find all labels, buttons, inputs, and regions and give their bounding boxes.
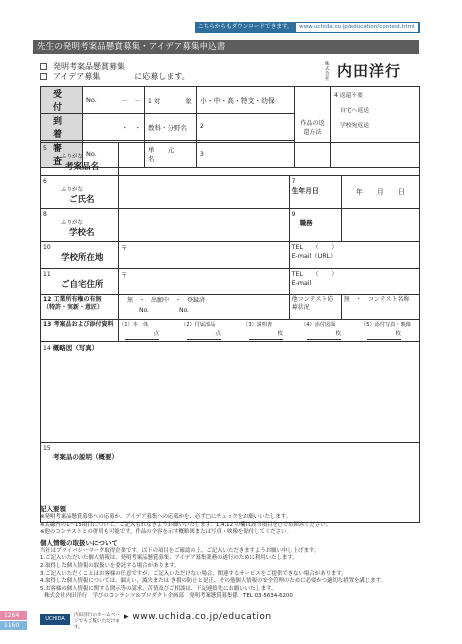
uchida-logo: 内田洋行 bbox=[337, 62, 402, 80]
row9-label: 9 職務 bbox=[289, 209, 341, 242]
row7-label: 7 生年月日 bbox=[289, 176, 341, 209]
birthdate-field[interactable]: 年 月 日 bbox=[341, 176, 419, 209]
arrow-right-icon: ▸ bbox=[124, 612, 130, 622]
name-field[interactable] bbox=[119, 176, 290, 209]
henkyaku-label: 作品の返還方法 bbox=[295, 87, 331, 168]
home-address-field[interactable]: 〒 bbox=[119, 269, 290, 295]
row8-label: 8 ふりがな 学校名 bbox=[41, 209, 119, 242]
row10-label: 10 学校所在地 bbox=[41, 242, 119, 269]
kyoka-label: 教科・分野名 bbox=[145, 114, 197, 141]
home-contact-field[interactable]: TEL （ ） E-mail bbox=[289, 269, 419, 295]
row6-label: 6 ふりがな ご氏名 bbox=[41, 176, 119, 209]
shinsa-no-field[interactable]: No. bbox=[83, 141, 145, 168]
checkbox-idea[interactable] bbox=[40, 73, 47, 80]
download-label: こちらからもダウンロードできます。 bbox=[198, 24, 293, 30]
row5-label: 5 ふりがな 考案品名 bbox=[41, 143, 119, 176]
kyoka-field[interactable]: 2 bbox=[197, 114, 295, 141]
instructions-notes: 記入要領 ※発明考案品懸賞募集への応募か、アイデア募集への応募かを、必ず□にチェックをお願いいたします。 ※太線内の1～15項目について、ご記入もれなきようお願いいたします。1,4,12 の欄は該当項目を○でお囲みください。 ※他のコンテストとの併用も可能です。作品の全容を示す概略図または写真・映像を貼付してください。 個人情報の取扱いについて 当社はプライバシーマーク取得企業です。以下の項目をご確認の上、ご記入いただきますようお願い申し上げます。 1.ご記入いただいた個人情報は、発明考案品懸賞募集、アイデア募集業務の遂行のために利用いたします。 2.取得した個人情報の取扱いを委託する場合があります。 3.ご記入いただくことはお客様の任意ですが、ご記入いただけない場合、関連するサービスをご提供できない場合があります。 4.取得した個人情報については、漏えい、滅失または き損の防止と是正、その他個人情報の安全管理のために必要かつ適切な措置を講じます。 5.お客様の個人情報に関する開示等の請求、苦情及びご相談は、下記連絡先にお願いいたします。 株式会社内田洋行 学びのコンテンツ＆プロダクト企画部 発明考案懸賞募集係 TEL 03-5634-6200 bbox=[40, 505, 420, 601]
school-name-field[interactable] bbox=[119, 209, 290, 242]
checkbox-invention[interactable] bbox=[40, 63, 47, 70]
invention-name-field[interactable] bbox=[119, 143, 420, 176]
tangen-field[interactable]: 3 bbox=[197, 141, 295, 168]
position-field[interactable] bbox=[341, 209, 419, 242]
apply-option-2[interactable]: アイデア募集 に応募します。 bbox=[40, 72, 190, 82]
attachments-field[interactable]: （1）本 体 （2）付属部品 （3）説明書 （4）添付図面 （5）添付写真・映像 点 点 枚 枚 枚 bbox=[119, 320, 420, 342]
touchaku-label: 到 着 bbox=[41, 114, 83, 141]
uketsuke-no-field[interactable]: No. － － bbox=[83, 87, 145, 114]
footer-url-link[interactable]: ▸ www.uchida.co.jp/education bbox=[124, 612, 272, 622]
footer-text: 内田洋行のホームページでもご覧いただけます。 bbox=[74, 613, 120, 630]
other-contest-label: 他コンテスト応募状況 bbox=[289, 295, 341, 320]
footer-uchida-logo: UCHIDA bbox=[40, 614, 70, 625]
row12-label: 12 工業所有権の有無 （特許・実新・意匠） bbox=[41, 295, 119, 320]
sketch-photo-field[interactable]: 14 概略図（写真） bbox=[41, 342, 420, 443]
download-url-link[interactable]: www.uchida.co.jp/education/contest.html bbox=[296, 23, 418, 32]
notes-heading-2: 個人情報の取扱いについて bbox=[40, 538, 118, 547]
tangen-label: 単 元 名 bbox=[145, 141, 197, 168]
apply-option-1[interactable]: 発明考案品懸賞募集 bbox=[40, 62, 125, 72]
row11-label: 11 ご自宅住所 bbox=[41, 269, 119, 295]
notes-heading-1: 記入要領 bbox=[40, 505, 66, 513]
other-contest-field[interactable]: 無 ・ コンテスト名称 bbox=[341, 295, 419, 320]
page-number-2: 1160 bbox=[0, 621, 27, 630]
school-address-field[interactable]: 〒 bbox=[119, 242, 290, 269]
logo-prefix: 株式会社 bbox=[325, 62, 330, 82]
shinsa-label: 審 査 bbox=[41, 141, 83, 168]
form-title: 先生の発明考案品懸賞募集・アイデア募集申込書 bbox=[33, 40, 419, 54]
row13-label: 13 考案品および添付資料 bbox=[41, 320, 119, 342]
description-field[interactable]: 15 考案品の説明（概要） bbox=[41, 443, 420, 523]
patent-status-field[interactable]: 無 ・ 出願中 ・ 登録済 No. No. bbox=[119, 295, 290, 320]
henkyaku-options[interactable]: 4 返還不要 自宅へ返送 学校宛返送 bbox=[331, 87, 420, 168]
uketsuke-label: 受 付 bbox=[41, 87, 83, 114]
page-number-1: 1264 bbox=[0, 611, 27, 620]
taisho-label: 1 対 象 bbox=[145, 87, 197, 114]
touchaku-date-field[interactable]: ・ ・ bbox=[83, 114, 145, 141]
application-form-table bbox=[40, 142, 420, 523]
taisho-options[interactable]: 小・中・高・特支・幼保 bbox=[197, 87, 295, 114]
school-contact-field[interactable]: TEL （ ） E-mail（URL） bbox=[289, 242, 419, 269]
